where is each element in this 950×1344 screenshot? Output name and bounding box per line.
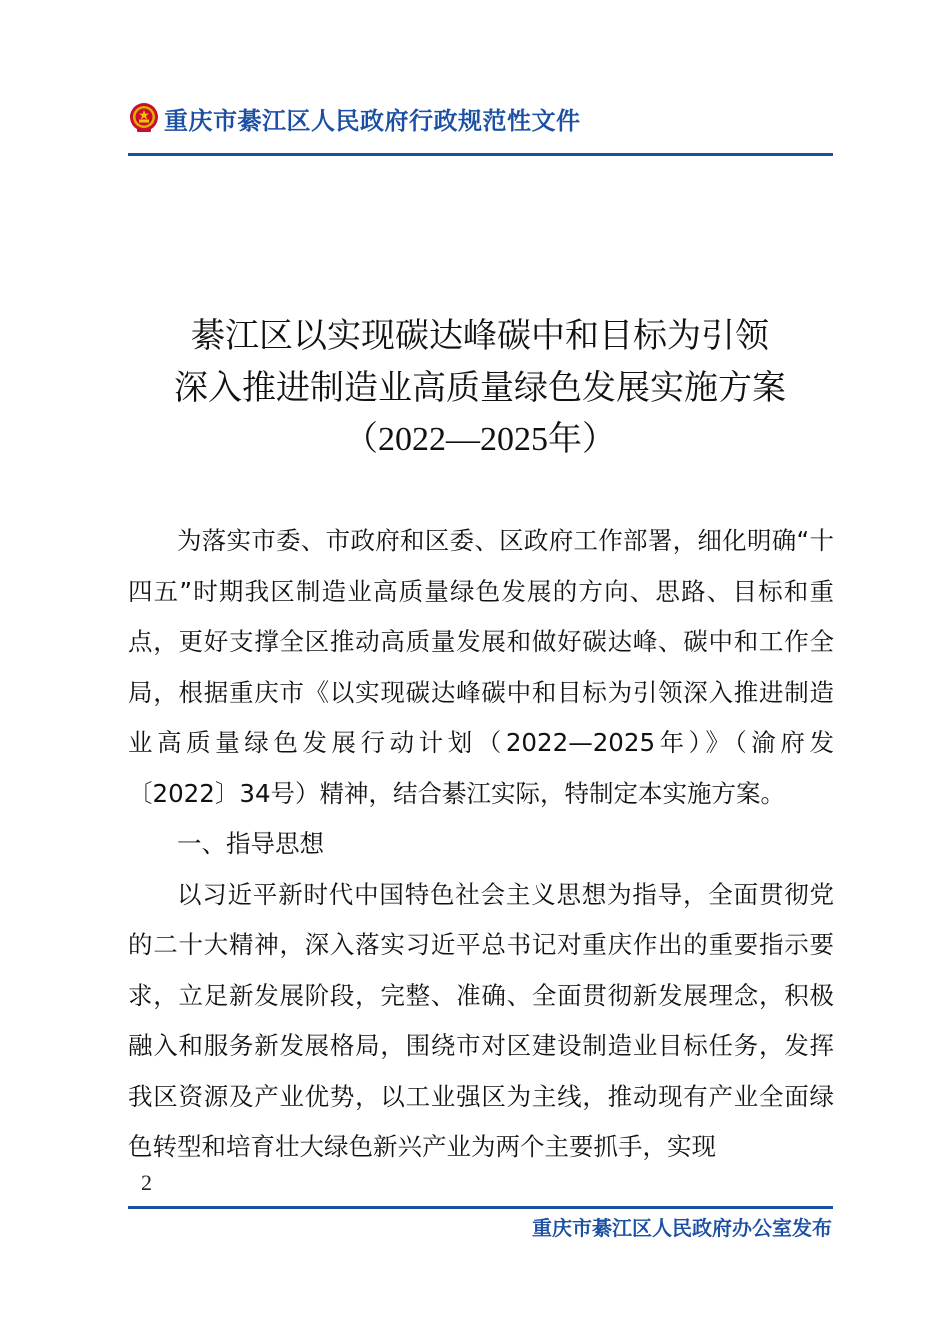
paragraph-guiding-ideology: 以习近平新时代中国特色社会主义思想为指导，全面贯彻党的二十大精神，深入落实习近平总书记对重庆作出的重要指示要求，立足新发展阶段，完整、准确、全面贯彻新发展理念，积极融入和服务新发展格局，围绕市对区建设制造业目标任务，发挥我区资源及产业优势，以工业强区为主线，推动现有产业全面绿色转型和培育壮大绿色新兴产业为两个主要抓手，实现 <box>128 879 834 1161</box>
title-line-3: （2022—2025年） <box>344 421 616 458</box>
title-line-1: 綦江区以实现碳达峰碳中和目标为引领 <box>191 316 769 356</box>
document-title <box>100 310 860 466</box>
section-heading: 一、指导思想 <box>177 829 324 858</box>
footer-divider <box>128 1206 833 1209</box>
title-line-2: 深入推进制造业高质量绿色发展实施方案 <box>174 368 786 408</box>
page-number: 2 <box>141 1170 152 1195</box>
header-divider <box>128 153 833 156</box>
paragraph-intro: 为落实市委、市政府和区委、区政府工作部署，细化明确“十四五”时期我区制造业高质量绿色发展的方向、思路、目标和重点，更好支撑全区推动高质量发展和做好碳达峰、碳中和工作全局，根据重庆市《以实现碳达峰碳中和目标为引领深入推进制造业高质量绿色发展行动计划（2022—2025年）》（渝府发〔2022〕34号）精神，结合綦江实际，特制定本实施方案。 <box>128 526 834 808</box>
header-title: 重庆市綦江区人民政府行政规范性文件 <box>164 105 581 135</box>
footer-publisher: 重庆市綦江区人民政府办公室发布 <box>532 1216 832 1240</box>
document-header <box>128 98 832 138</box>
national-emblem-icon <box>128 102 160 134</box>
document-body <box>128 516 834 1173</box>
